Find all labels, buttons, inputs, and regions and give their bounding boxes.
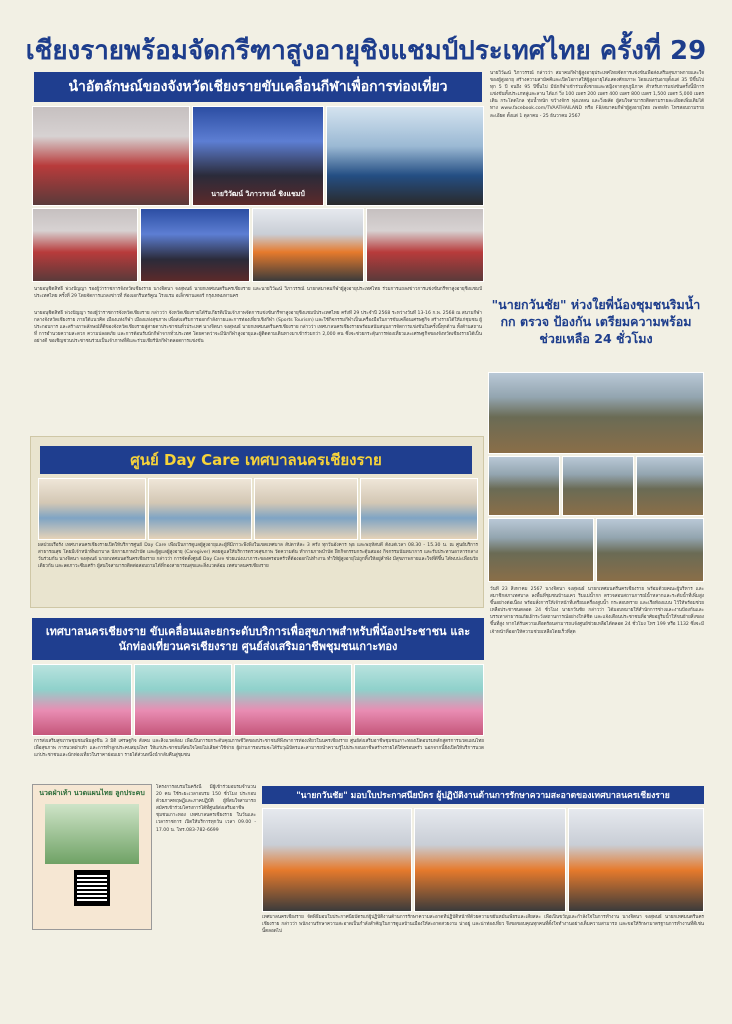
section-title-cleaning: "นายกวันชัย" มอบใบประกาศนียบัตร ผู้ปฏิบัติงานด้านการรักษาความสะอาดของเทศบาลนครเชียงราย <box>262 786 704 804</box>
photo-daycare-checkup <box>254 478 358 540</box>
photo-caption: นายวิวัฒน์ วิภาวรรณ์ ชิงแชมป์ <box>211 190 305 198</box>
photo-ceremony <box>234 664 352 736</box>
photo-flood-1 <box>488 456 560 516</box>
section-title-flood: "นายกวันชัย" ห่วงใยพี่น้องชุมชนริมน้ำกก ตรวจ ป้องกัน เตรียมความพร้อม ช่วยเหลือ 24 ชั่วโมง <box>488 294 704 368</box>
photo-stage-group <box>32 106 190 206</box>
photo-riverbank <box>488 372 704 454</box>
sec2-body: ผลป่วยเรื้อรัง เทศบาลนครเชียงรายเปิดให้บริการศูนย์ Day Care เพื่อเป็นการดูแลผู้สูงอายุและผู้ที่มีภาวะพึ่งพิงในเขตเทศบาล สัปดาห์ละ 3 ครั้ง ทุกวันอังคาร พุธ และพฤหัสบดี ตั้งแต่เวลา 08.30 - 15.30 น. ณ ศูนย์บริการสาธารณสุข โดยมีเจ้าหน้าที่พยาบาล นักกายภาพบำบัด และผู้ดูแลผู้สูงอายุ (Caregiver) คอยดูแลให้บริการตรวจสุขภาพ วัดความดัน ทำกายภาพบำบัด ฝึกกิจกรรมกระตุ้นสมอง กิจกรรมนันทนาการ และรับประทานอาหารกลางวันร่วมกัน นางจิตนา จงสุพนธ์ นายกเทศมนตรีนครเชียงราย กล่าวว่า การจัดตั้งศูนย์ Day Care ช่วยแบ่งเบาภาระของครอบครัวที่ต้องออกไปทำงาน ทำให้ผู้สูงอายุไม่ถูกทิ้งให้อยู่ลำพัง มีสุขภาพกายและใจที่ดีขึ้น ได้พบปะเพื่อนวัยเดียวกัน และลดภาวะซึมเศร้า ผู้สนใจสามารถติดต่อสอบถามได้ที่กองสาธารณสุขและสิ่งแวดล้อม เทศบาลนครเชียงราย <box>38 543 478 570</box>
poster-title: นวดฝ่าเท้า นวดแผนไทย ลูกประคบ <box>39 789 145 797</box>
sec5-body: เทศบาลนครเชียงราย จัดพิธีมอบใบประกาศนียบัตรแก่ผู้ปฏิบัติงานด้านการรักษาความสะอาดที่ปฏิบัติหน้าที่ด้วยความขยันหมั่นเพียรและเสียสละ เพื่อเป็นขวัญและกำลังใจในการทำงาน นางจิตนา จงสุพนธ์ นายกเทศมนตรีนครเชียงราย กล่าวว่า พนักงานรักษาความสะอาดเป็นกำลังสำคัญในการดูแลบ้านเมืองให้สะอาดสวยงาม น่าอยู่ และน่าท่องเที่ยว จึงขอขอบคุณทุกคนที่ตั้งใจทำงานอย่างเต็มความสามารถ และขอให้รักษามาตรฐานการทำงานที่ดีเช่นนี้ตลอดไป <box>262 915 704 935</box>
photo-certificate-ceremony <box>414 808 566 912</box>
sec1-body: นายอนุชิตสิทธิ์ พ่วงปัญญา รองผู้ว่าราชการจังหวัดเชียงราย กล่าวว่า จังหวัดเชียงรายได้รับเกียรติเป็นเจ้าภาพจัดการแข่งขันกรีฑาสูงอายุชิงแชมป์ประเทศไทย ครั้งที่ 29 ประจำปี 2568 ระหว่างวันที่ 13-16 ก.พ. 2568 ณ สนามกีฬากลางจังหวัดเชียงราย ภายใต้แนวคิด เมืองแห่งกีฬา เมืองแห่งสุขภาพ เพื่อส่งเสริมการออกกำลังกายและการท่องเที่ยวเชิงกีฬา (Sports Tourism) และใช้กิจกรรมกีฬาเป็นเครื่องมือในการขับเคลื่อนเศรษฐกิจ สร้างรายได้ให้แก่ชุมชน ผู้ประกอบการ และสร้างภาพลักษณ์ที่ดีของจังหวัดเชียงรายสู่สายตาประชาชนทั่วประเทศ นางจิตนา จงสุพนธ์ นายกเทศมนตรีนครเชียงราย กล่าวว่า เทศบาลนครเชียงรายพร้อมสนับสนุนการจัดการแข่งขันในครั้งนี้ทุกด้าน ทั้งด้านสถานที่ การอำนวยความสะดวก ความปลอดภัย และการต้อนรับนักกีฬาจากทั่วประเทศ โดยคาดว่าจะมีนักกีฬาสูงอายุและผู้ติดตามเดินทางมาเข้าร่วมกว่า 2,000 คน ซึ่งจะช่วยกระตุ้นการท่องเที่ยวและเศรษฐกิจของจังหวัดเชียงรายได้เป็นอย่างดี ขอเชิญชวนประชาชนร่วมเป็นเจ้าภาพที่ดีและร่วมเชียร์นักกีฬาตลอดการแข่งขัน <box>34 311 482 345</box>
qr-code-icon[interactable] <box>74 870 110 906</box>
sec3-side-text: โครงการอบรมในครั้งนี้ มีผู้เข้าร่วมอบรมจำนวน 20 คน ใช้ระยะเวลาอบรม 150 ชั่วโมง ประกอบด้วยภาคทฤษฎีและภาคปฏิบัติ ผู้ที่สนใจสามารถสมัครเข้าร่วมโครงการได้ที่ศูนย์ส่งเสริมอาชีพชุมชนเกาะทอง เทศบาลนครเชียงราย ในวันและเวลาราชการ เปิดให้บริการทุกวัน เวลา 09.00 - 17.00 น. โทร.083-782-6699 <box>156 785 256 833</box>
photo-massage-demo <box>134 664 232 736</box>
photo-daycare-group <box>38 478 146 540</box>
promo-poster <box>32 784 152 930</box>
photo-flood-2 <box>562 456 634 516</box>
page-title: เชียงรายพร้อมจัดกรีฑาสูงอายุชิงแชมป์ประเทศไทย ครั้งที่ 29 <box>25 36 707 66</box>
photo-host <box>32 208 138 282</box>
photo-speaker <box>326 106 484 206</box>
poster-image <box>45 804 139 864</box>
section-title-sports: นำอัตลักษณ์ของจังหวัดเชียงรายขับเคลื่อนกีฬาเพื่อการท่องเที่ยว <box>34 72 482 102</box>
sec4-body: วันที่ 23 สิงหาคม 2567 นางจิตนา จงสุพนธ์ นายกเทศมนตรีนครเชียงราย พร้อมด้วยคณะผู้บริหาร และสมาชิกสภาเทศบาล ลงพื้นที่ชุมชนบ้านแคว ริมแม่น้ำกก ตรวจสอบสถานการณ์น้ำหลากและระดับน้ำที่เพิ่มสูงขึ้นอย่างต่อเนื่อง พร้อมสั่งการให้เจ้าหน้าที่เตรียมเครื่องสูบน้ำ กระสอบทราย และเรือท้องแบน ไว้ให้พร้อมช่วยเหลือประชาชนตลอด 24 ชั่วโมง นายกวันชัย กล่าวว่า ได้มอบหมายให้สำนักการช่างและงานป้องกันและบรรเทาสาธารณภัยเฝ้าระวังสถานการณ์อย่างใกล้ชิด และแจ้งเตือนประชาชนที่อาศัยอยู่ริมน้ำให้ขนย้ายสิ่งของขึ้นที่สูง หากได้รับความเดือดร้อนสามารถแจ้งศูนย์ช่วยเหลือได้ตลอด 24 ชั่วโมง โทร 199 หรือ 1132 ซึ่งจะมีเจ้าหน้าที่ออกให้ความช่วยเหลือโดยเร็วที่สุด <box>490 587 704 635</box>
right-intro-text: นายวิวัฒน์ วิภาวรรณ์ กล่าวว่า สมาคมกีฬาผู้สูงอายุประเทศไทยจัดการแข่งขันเพื่อส่งเสริมสุขภาพกายและใจของผู้สูงอายุ สร้างความสามัคคีและเปิดโอกาสให้ผู้สูงอายุได้แสดงศักยภาพ โดยแบ่งรุ่นอายุตั้งแต่ 35 ปีขึ้นไปทุก 5 ปี จนถึง 95 ปีขึ้นไป มีนักกีฬาเข้าร่วมทั้งชายและหญิงจากทุกภูมิภาค สำหรับการแข่งขันครั้งนี้มีการแข่งขันทั้งประเภทลู่และลาน ได้แก่ วิ่ง 100 เมตร 200 เมตร 400 เมตร 800 เมตร 1,500 เมตร 5,000 เมตร เดิน กระโดดไกล ทุ่มน้ำหนัก ขว้างจักร พุ่งแหลน และวิ่งผลัด ผู้สนใจสามารถติดตามรายละเอียดเพิ่มเติมได้ทาง www.facebook.com/TVAATHAILAND หรือ FB/สมาคมกีฬาผู้สูงอายุไทย เพจหลัก โทรสอบถามรายละเอียด ตั้งแต่ 1 ตุลาคม - 25 ธันวาคม 2567 <box>490 71 704 119</box>
sec1-lead: นายอนุชิตสิทธิ์ พ่วงปัญญา รองผู้ว่าราชการจังหวัดเชียงราย นางจิตนา จงสุพนธ์ นายกเทศมนตรีนครเชียงราย และนายวิวัฒน์ วิภาวรรณ์ นายกสมาคมกีฬาผู้สูงอายุประเทศไทย ร่วมการแถลงข่าวการแข่งขันกรีฑาสูงอายุชิงแชมป์ประเทศไทย ครั้งที่ 29 โดยจัดการแถลงข่าวที่ ห้องเอกรินทร์คูณ โรงแรม อเล็กซานเดอร์ กรุงเทพมหานคร <box>34 287 482 300</box>
section-title-health: เทศบาลนครเชียงราย ขับเคลื่อนและยกระดับบริการเพื่อสุขภาพสำหรับพี่น้องประชาชน และนักท่องเที่ยวนครเชียงราย ศูนย์ส่งเสริมอาชีพชุมชนเกาะทอง <box>32 618 484 660</box>
photo-press-conference <box>192 106 324 206</box>
photo-award-recipients <box>568 808 704 912</box>
sec3-body: การส่งเสริมสุขภาพชุมชนเพิ่มสูงขึ้น 3 มิติ เศรษฐกิจ สังคม และสิ่งแวดล้อม เพื่อเป็นการยกระดับคุณภาพชีวิตของประชาชนที่พึ่งพาการท่องเที่ยวในนครเชียงราย ศูนย์ส่งเสริมอาชีพชุมชนเกาะทองเปิดอบรมหลักสูตรการนวดแผนไทยเพื่อสุขภาพ การนวดฝ่าเท้า และการทำลูกประคบสมุนไพร ให้แก่ประชาชนที่สนใจโดยไม่เสียค่าใช้จ่าย ผู้ผ่านการอบรมจะได้รับวุฒิบัตรและสามารถนำความรู้ไปประกอบอาชีพสร้างรายได้ให้ครอบครัว นอกจากนี้ยังเปิดให้บริการนวดแก่ประชาชนและนักท่องเที่ยวในราคาย่อมเยา รายได้ส่วนหนึ่งนำกลับคืนสู่ชุมชน <box>34 739 484 759</box>
photo-panel <box>140 208 250 282</box>
photo-massage-service <box>354 664 484 736</box>
photo-cleaning-group <box>262 808 412 912</box>
photo-daycare-staff <box>148 478 252 540</box>
photo-flood-3 <box>636 456 704 516</box>
photo-guests <box>366 208 484 282</box>
photo-athletes <box>252 208 364 282</box>
section-title-daycare: ศูนย์ Day Care เทศบาลนครเชียงราย <box>40 446 472 474</box>
photo-trainees <box>32 664 132 736</box>
photo-daycare-activity <box>360 478 478 540</box>
photo-flood-5 <box>596 518 704 582</box>
photo-flood-4 <box>488 518 594 582</box>
